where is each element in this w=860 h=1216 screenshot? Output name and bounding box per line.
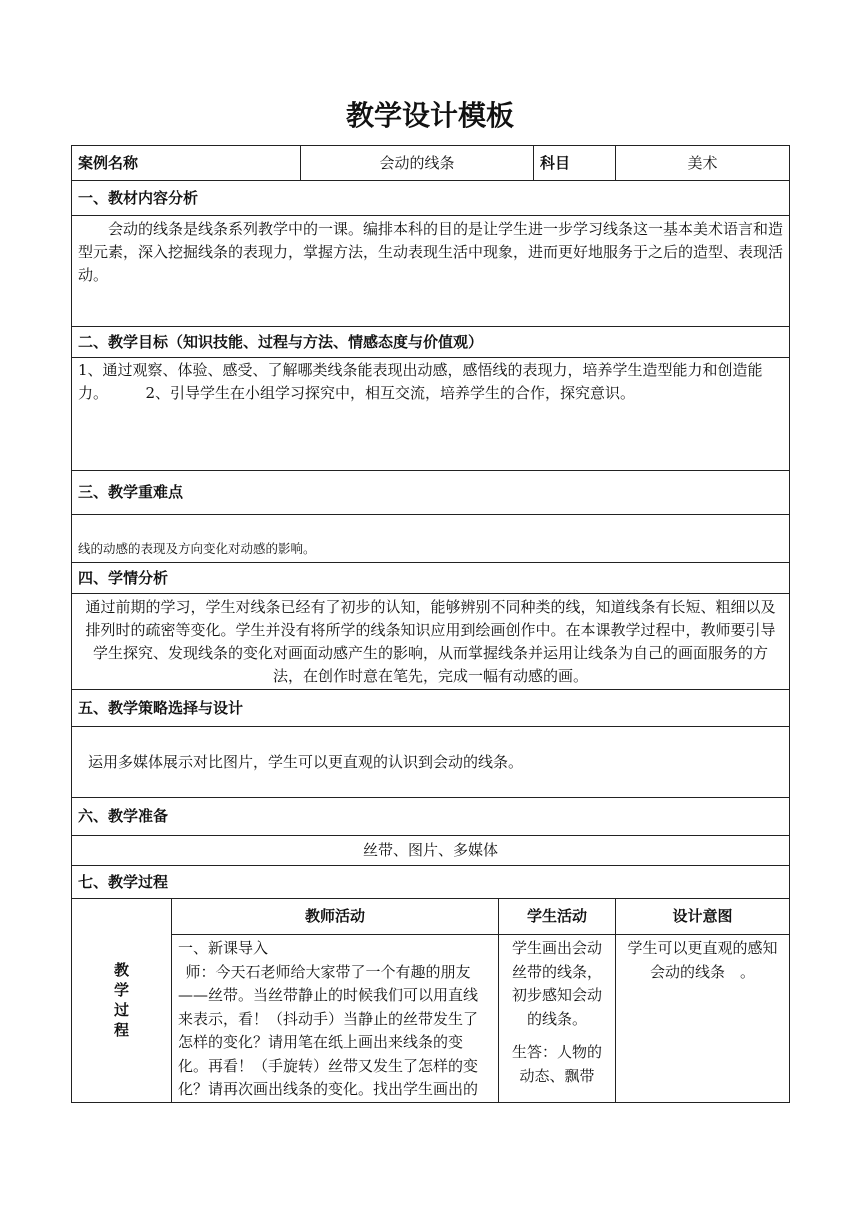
student-activity-text-2: 生答：人物的动态、飘带: [512, 1043, 603, 1085]
section-6-heading: 六、教学准备: [72, 798, 790, 836]
section-2-body: 1、通过观察、体验、感受、了解哪类线条能表现出动感，感悟线的表现力，培养学生造型能力和创造能力。 2、引导学生在小组学习探究中，相互交流，培养学生的合作，探究意识。: [72, 358, 790, 471]
case-name-value: 会动的线条: [301, 146, 534, 181]
section-5-body: 运用多媒体展示对比图片，学生可以更直观的认识到会动的线条。: [72, 727, 790, 798]
student-activity-cell: [499, 935, 616, 1103]
lesson-plan-table: [71, 145, 789, 1103]
section-7-heading: 七、教学过程: [72, 866, 790, 899]
design-intent-cell: 学生可以更直观的感知会动的线条 。: [616, 935, 790, 1103]
col-teacher-activity: 教师活动: [172, 899, 499, 935]
process-row-label: [72, 899, 172, 1103]
subject-value: 美术: [616, 146, 790, 181]
section-4-heading: 四、学情分析: [72, 563, 790, 594]
subject-label: 科目: [534, 146, 616, 181]
student-activity-text-1: 学生画出会动丝带的线条，初步感知会动的线条。: [512, 939, 603, 1028]
section-1-heading: 一、教材内容分析: [72, 181, 790, 216]
section-3-body: 线的动感的表现及方向变化对动感的影响。: [72, 515, 790, 563]
section-1-body: 会动的线条是线条系列教学中的一课。编排本科的目的是让学生进一步学习线条这一基本美术语言和造型元素，深入挖掘线条的表现力，掌握方法，生动表现生活中现象，进而更好地服务于之后的造型、表现活动。: [72, 216, 790, 327]
section-2-heading: 二、教学目标（知识技能、过程与方法、情感态度与价值观）: [72, 327, 790, 358]
section-6-body: 丝带、图片、多媒体: [72, 836, 790, 866]
teacher-activity-cell: [172, 935, 499, 1103]
section-5-heading: 五、教学策略选择与设计: [72, 690, 790, 727]
teacher-activity-title: 一、新课导入: [178, 939, 269, 957]
col-student-activity: 学生活动: [499, 899, 616, 935]
col-design-intent: 设计意图: [616, 899, 790, 935]
process-row-label-text: 教学过程: [113, 961, 129, 1040]
case-name-label: 案例名称: [72, 146, 301, 181]
page-title: 教学设计模板: [345, 99, 514, 132]
section-4-body: 通过前期的学习，学生对线条已经有了初步的认知，能够辨别不同种类的线，知道线条有长短、粗细以及排列时的疏密等变化。学生并没有将所学的线条知识应用到绘画创作中。在本课教学过程中，教师要引导学生探究、发现线条的变化对画面动感产生的影响，从而掌握线条并运用让线条为自己的画面服务的方法，在创作时意在笔先，完成一幅有动感的画。: [72, 594, 790, 690]
section-3-heading: 三、教学重难点: [72, 471, 790, 515]
teacher-activity-text: 师：今天石老师给大家带了一个有趣的朋友——丝带。当丝带静止的时候我们可以用直线来表示，看！（抖动手）当静止的丝带发生了怎样的变化？请用笔在纸上画出来线条的变化。再看！（手旋转）丝带又发生了怎样的变化？请再次画出线条的变化。找出学生画出的: [178, 962, 479, 1098]
